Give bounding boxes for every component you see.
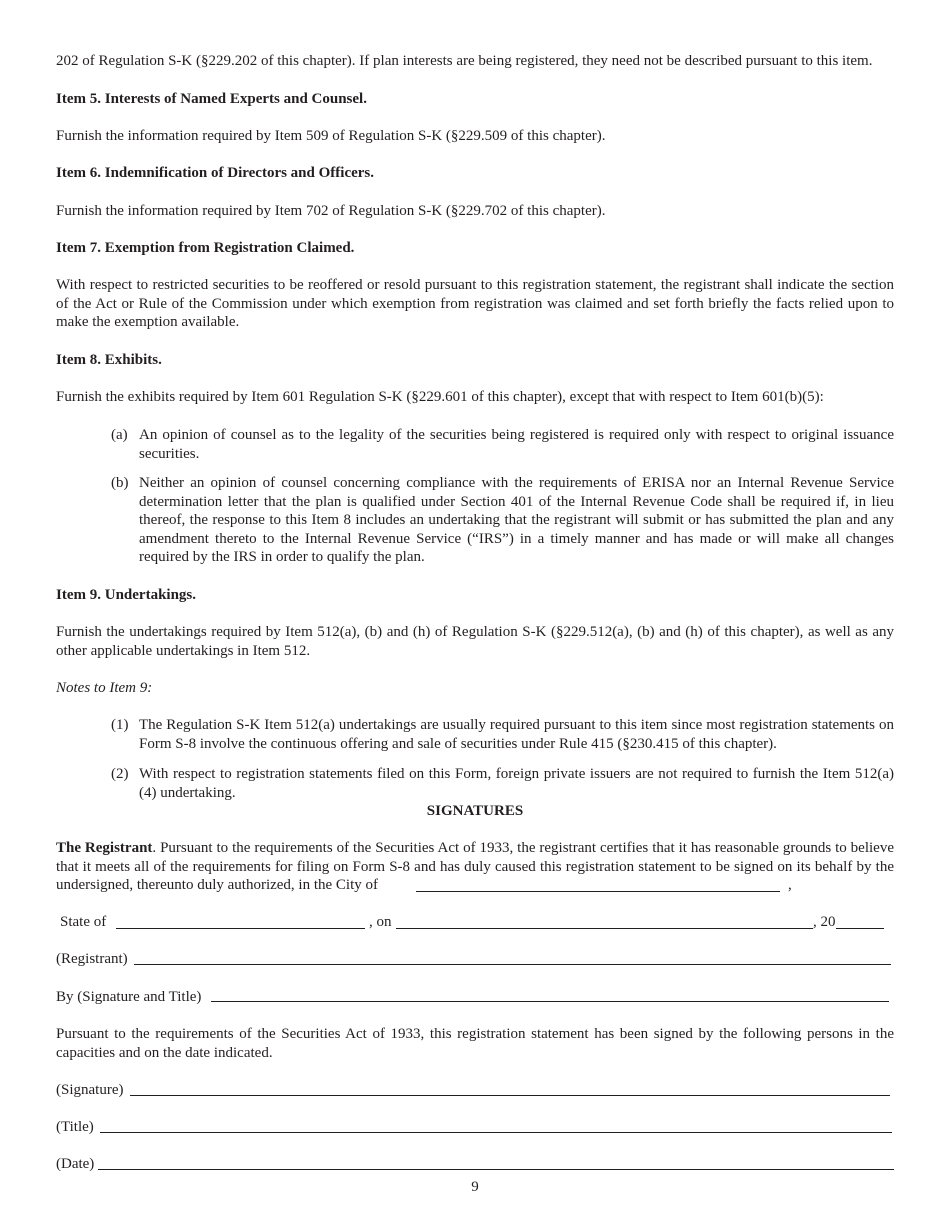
- note-text: With respect to registration statements filed on this Form, foreign private issuers are not required to furnish the Item 512(a)(4) undertaking.: [139, 766, 894, 801]
- signatures-heading: SIGNATURES: [426, 803, 524, 819]
- city-comma: ,: [788, 877, 792, 893]
- by-label: By (Signature and Title): [56, 989, 202, 1005]
- date-blank[interactable]: [396, 928, 813, 929]
- persons-text: Pursuant to the requirements of the Securities Act of 1933, this registration statement has been signed by the following persons in the capacities and on the date indicated.: [56, 1026, 894, 1061]
- year-label: , 20: [813, 914, 836, 930]
- title-label: (Title): [56, 1119, 94, 1135]
- page-number: 9: [471, 1179, 479, 1195]
- state-blank[interactable]: [116, 928, 365, 929]
- city-blank[interactable]: [416, 891, 780, 892]
- state-label: State of: [60, 914, 107, 930]
- item9-heading: Item 9. Undertakings.: [56, 587, 197, 603]
- item8-text: Furnish the exhibits required by Item 601 Regulation S-K (§229.601 of this chapter), except that with respect to Item 601(b)(5):: [56, 389, 824, 405]
- list-marker: (a): [111, 427, 128, 443]
- item5-heading: Item 5. Interests of Named Experts and Counsel.: [56, 91, 367, 107]
- signing-date-blank[interactable]: [98, 1169, 894, 1170]
- item8-heading: Item 8. Exhibits.: [56, 352, 162, 368]
- item9-notes-heading: Notes to Item 9:: [56, 680, 153, 696]
- note-marker: (2): [111, 766, 129, 782]
- by-blank[interactable]: [211, 1001, 889, 1002]
- note-marker: (1): [111, 717, 129, 733]
- intro-continuation: 202 of Regulation S-K (§229.202 of this chapter). If plan interests are being registered, they need not be described pursuant to this item.: [56, 53, 873, 69]
- registrant-certification: [56, 839, 894, 895]
- year-blank[interactable]: [836, 928, 884, 929]
- note-text: The Regulation S-K Item 512(a) undertakings are usually required pursuant to this item since most registration statements on Form S-8 involve the continuous offering and sale of securities under Rule 415 (§230.415 of this chapter).: [139, 717, 894, 752]
- item9-text: Furnish the undertakings required by Item 512(a), (b) and (h) of Regulation S-K (§229.512(a), (b) and (h) of this chapter), as well as any other applicable undertakings in Item 512.: [56, 624, 894, 659]
- list-text: An opinion of counsel as to the legality of the securities being registered is required only with respect to original issuance securities.: [139, 427, 894, 462]
- signature-label: (Signature): [56, 1082, 124, 1098]
- list-marker: (b): [111, 475, 129, 491]
- registrant-blank[interactable]: [134, 964, 891, 965]
- item7-heading: Item 7. Exemption from Registration Claimed.: [56, 240, 355, 256]
- item7-text: With respect to restricted securities to be reoffered or resold pursuant to this registration statement, the registrant shall indicate the section of the Act or Rule of the Commission under which exemption from registration was claimed and set forth briefly the facts relied upon to make the exemption available.: [56, 277, 894, 331]
- registrant-label: (Registrant): [56, 951, 128, 967]
- item6-heading: Item 6. Indemnification of Directors and Officers.: [56, 165, 375, 181]
- list-text: Neither an opinion of counsel concerning compliance with the requirements of ERISA nor an Internal Revenue Service determination letter that the plan is qualified under Section 401 of the Internal Revenue Code shall be required if, in lieu thereof, the response to this Item 8 includes an undertaking that the registrant will submit or has submitted the plan and any amendment thereto to the Internal Revenue Service (“IRS”) in a timely manner and has made or will make all changes required by the IRS in order to qualify the plan.: [139, 475, 894, 566]
- title-blank[interactable]: [100, 1132, 892, 1133]
- date-label: (Date): [56, 1156, 95, 1172]
- registrant-lead: The Registrant: [56, 840, 153, 856]
- signature-blank[interactable]: [130, 1095, 890, 1096]
- item5-text: Furnish the information required by Item 509 of Regulation S-K (§229.509 of this chapter).: [56, 128, 606, 144]
- item6-text: Furnish the information required by Item 702 of Regulation S-K (§229.702 of this chapter).: [56, 203, 606, 219]
- on-label: , on: [369, 914, 392, 930]
- registrant-text: . Pursuant to the requirements of the Securities Act of 1933, the registrant certifies that it has reasonable grounds to believe that it meets all of the requirements for filing on Form S-8 and has duly caused this registration statement to be signed on its behalf by the undersigned, thereunto duly authorized, in the City of: [56, 840, 894, 894]
